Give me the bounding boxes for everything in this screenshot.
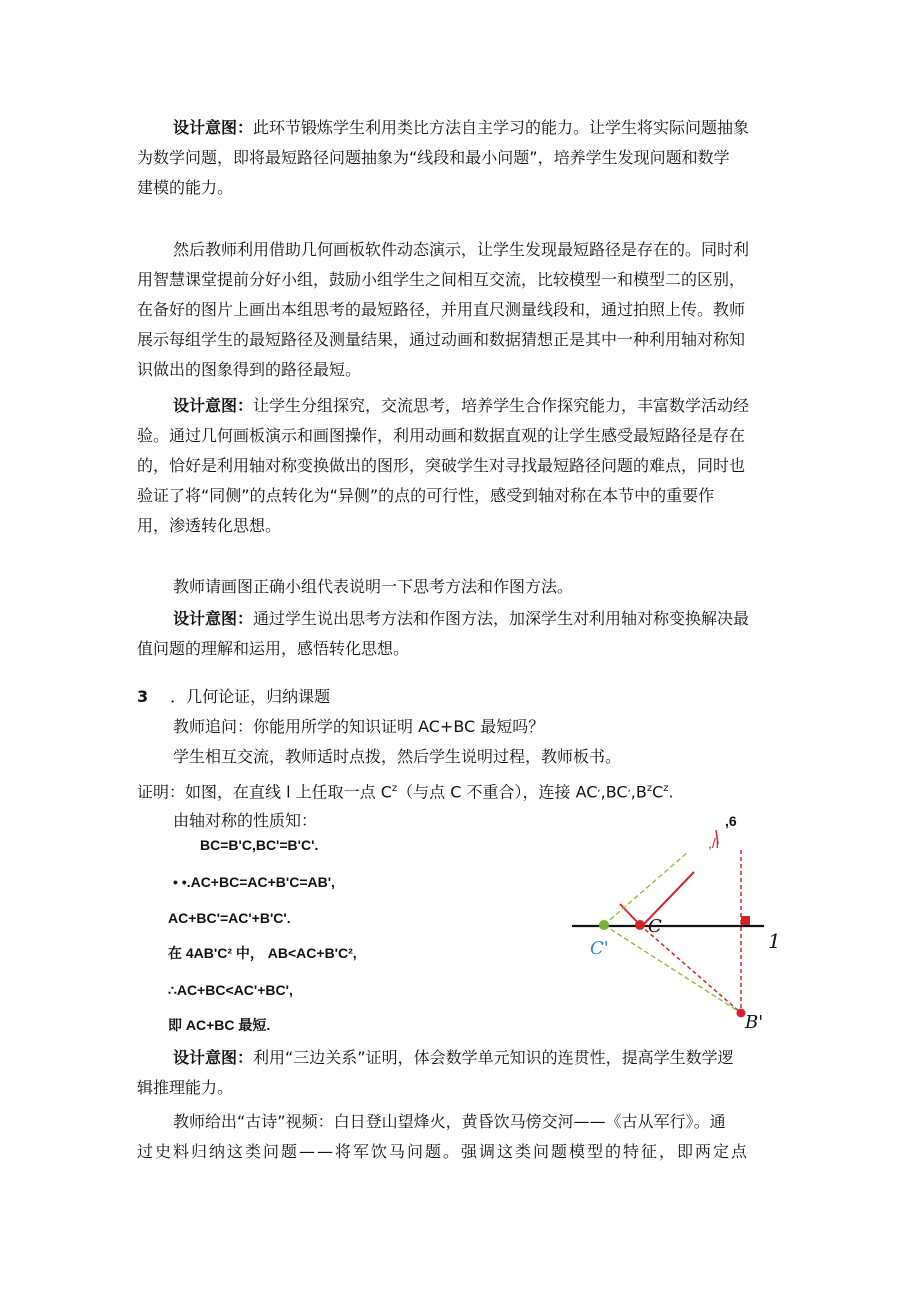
section-title: ．几何论证，归纳课题: [170, 687, 331, 706]
design-intent-3: 设计意图：通过学生说出思考方法和作图方法，加深学生对利用轴对称变换解决最 值问题的理解和运用，感悟转化思想。: [137, 609, 750, 658]
label-c-prime: C': [590, 938, 609, 959]
design-intent-label: 设计意图：: [173, 609, 254, 628]
section-3-heading: [137, 685, 330, 709]
proof-step-2: • •.AC+BC=AC+B'C=AB',: [173, 874, 335, 890]
design-intent-1-line-2: 为数学问题，即将最短路径问题抽象为“线段和最小问题”，培养学生发现问题和数学: [137, 148, 730, 167]
students-exchange: 学生相互交流，教师适时点拨，然后学生说明过程，教师板书。: [173, 747, 622, 766]
label-l: 1: [768, 929, 781, 953]
label-b-prime: B': [745, 1012, 764, 1033]
label-c: C: [648, 916, 662, 937]
right-angle-marker: [741, 916, 750, 925]
design-intent-1-line-1: 设计意图：此环节锻炼学生利用类比方法自主学习的能力。让学生将实际问题抽象: [173, 118, 750, 137]
proof-step-3: AC+BC'=AC'+B'C'.: [168, 910, 291, 926]
label-a: ,/l: [708, 835, 719, 851]
symmetry-intro: 由轴对称的性质知：: [173, 811, 318, 830]
segment-cb-prime: [640, 925, 741, 1013]
proof-step-1: BC=B'C,BC'=B'C'.: [200, 837, 319, 853]
label-6: ,6: [725, 813, 737, 829]
teacher-demo-paragraph: 然后教师利用借助几何画板软件动态演示，让学生发现最短路径是存在的。同时利 用智慧课堂提前分好小组，鼓励小组学生之间相互交流，比较模型一和模型二的区别， 在备好的图片上画出本组思考的最短路径，并用直尺测量线段和，通过拍照上传。教师 展示每组学生的最短路径及测量结果，通过动画和数据猜想正是其中一种利用轴对称知 识做出的图象得到的路径最短。: [137, 240, 750, 379]
design-intent-label: 设计意图：: [173, 118, 254, 137]
point-c-prime: [599, 920, 609, 930]
proof-step-6: 即 AC+BC 最短.: [168, 1017, 271, 1033]
design-intent-1: [137, 113, 787, 203]
ancient-poem-paragraph: 教师给出“古诗”视频：白日登山望烽火，黄昏饮马傍交河——《古从军行》。通 过史料归纳这类问题——将军饮马问题。强调这类问题模型的特征，即两定点: [137, 1112, 750, 1161]
design-intent-label: 设计意图：: [173, 396, 254, 415]
design-intent-2: 设计意图：让学生分组探究，交流思考，培养学生合作探究能力，丰富数学活动经 验。通过几何画板演示和画图操作，利用动画和数据直观的让学生感受最短路径是存在 的，恰好是利用轴对称变换做出的图形，突破学生对寻找最短路径问题的难点，同时也 验证了将“同侧”的点转化为“异侧”的点的可行性，感受到轴对称在本节中的重要作 用，渗透转化思想。: [137, 396, 750, 535]
segment-c-prime-b-prime: [604, 925, 741, 1013]
teacher-request-paragraph: 教师请画图正确小组代表说明一下思考方法和作图方法。: [173, 577, 574, 596]
geometry-diagram: [568, 808, 790, 1034]
design-intent-label: 设计意图：: [173, 1048, 254, 1067]
design-intent-4: 设计意图：利用“三边关系”证明，体会数学单元知识的连贯性，提高学生数学逻 辑推理能力。: [137, 1048, 734, 1097]
proof-step-4: 在 4AB'C² 中， AB<AC+B'C²,: [168, 945, 357, 961]
proof-intro: 证明：如图，在直线 l 上任取一点 $C^z$（与点 C 不重合），连接 $AC^,,BC^,,B^zC^z$.: [137, 782, 674, 802]
segment-ac-prime: [604, 852, 688, 925]
proof-step-5: ∴AC+BC<AC'+BC',: [168, 982, 293, 998]
section-number: 3: [137, 687, 149, 706]
point-c: [635, 920, 645, 930]
geometry-figure: [568, 808, 790, 1034]
teacher-question: 教师追问：你能用所学的知识证明 AC+BC 最短吗？: [173, 717, 545, 736]
design-intent-1-line-3: 建模的能力。: [137, 178, 234, 197]
